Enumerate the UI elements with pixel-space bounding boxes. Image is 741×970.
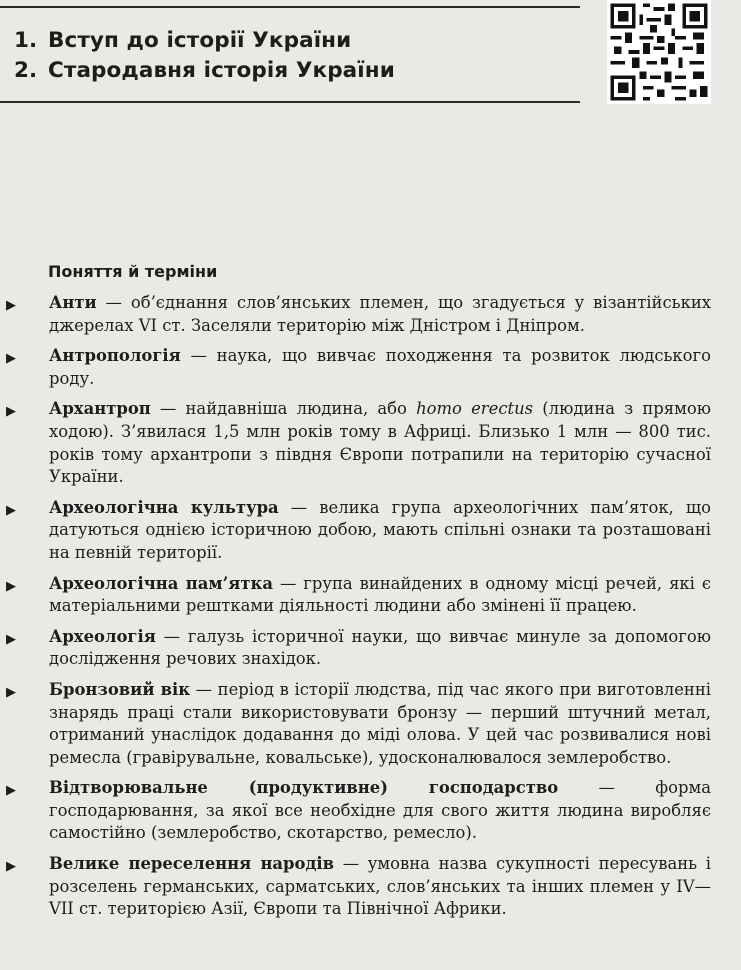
- bullet-icon: ▶: [6, 298, 16, 313]
- toc-title: Вступ до історії України: [48, 28, 352, 53]
- bullet-icon: ▶: [6, 351, 16, 367]
- list-item: [0, 679, 711, 769]
- bullet-icon: ▶: [6, 859, 16, 875]
- toc-number: 2.: [14, 58, 38, 83]
- term-definition: — група винайдених в одному місці речей, які є матеріальними рештками діяльності людини або змінені її працею.: [49, 573, 711, 616]
- term-definition: — наука, що вивчає походження та розвиток людського роду.: [49, 346, 711, 388]
- list-item: [0, 497, 711, 565]
- term-name: Бронзовий вік: [49, 679, 191, 699]
- section-title: Поняття й терміни: [48, 262, 218, 281]
- table-of-contents: [14, 26, 395, 86]
- bottom-rule: [0, 101, 580, 103]
- bullet-icon: ▶: [6, 631, 16, 647]
- bullet-icon: ▶: [6, 783, 16, 799]
- term-name: Археологічна пам’ятка: [49, 573, 274, 593]
- list-item: [0, 777, 711, 845]
- toc-title: Стародавня історія України: [48, 58, 395, 83]
- toc-number: 1.: [14, 28, 38, 53]
- term-definition: — період в історії людства, під час якого при виготовленні знарядь праці стали використовувати бронзу — перший штучний метал, отриманий унаслідок додавання до міді олова. У цей час розвивалися нові ремесла (гравірувальне, ковальське), удосконалювалося землеробство.: [49, 679, 711, 767]
- term-name: Антропологія: [49, 346, 181, 366]
- bullet-icon: ▶: [6, 578, 16, 594]
- term-definition: — умовна назва сукупності пересувань і розселень германських, сарматських, слов’янських та інших племен у IV—VII ст. територією Азії, Європи та Північної Африки.: [49, 854, 711, 919]
- bullet-icon: ▶: [6, 404, 16, 420]
- term-name: Архантроп: [49, 399, 151, 419]
- bullet-icon: ▶: [6, 684, 16, 700]
- list-item: [0, 573, 711, 618]
- term-name: Відтворювальне (продуктивне) господарство: [49, 778, 559, 798]
- terms-list: [0, 292, 741, 929]
- toc-item[interactable]: [14, 56, 395, 86]
- term-definition-part: (людина з прямою ходою). З’явилася 1,5 млн років тому в Африці. Близько 1 млн — 800 тис. років тому архантропи з півдня Європи потрапили на територію сучасної України.: [49, 399, 712, 487]
- term-definition-part: — найдавніша людина, або: [150, 399, 417, 419]
- term-name: Анти: [49, 293, 97, 312]
- term-name: Археологічна культура: [49, 497, 279, 517]
- qr-code-icon[interactable]: [606, 0, 712, 104]
- term-name: Велике переселення народів: [49, 854, 334, 874]
- list-item: [0, 292, 711, 337]
- top-rule: [0, 6, 580, 8]
- toc-item[interactable]: [14, 26, 395, 56]
- list-item: [0, 853, 711, 921]
- term-definition: — об’єднання слов’янських племен, що згадується у візантійських джерелах VI ст. Заселяли територію між Дністром і Дніпром.: [49, 293, 711, 335]
- list-item: [0, 398, 711, 488]
- term-definition: — велика група археологічних пам’яток, що датуються однією історичною добою, мають спільні ознаки та розташовані на певній території.: [49, 497, 712, 562]
- list-item: [0, 626, 711, 671]
- term-definition-italic: homo erectus: [416, 399, 534, 419]
- bullet-icon: ▶: [6, 502, 16, 518]
- list-item: [0, 345, 711, 390]
- term-name: Археологія: [49, 626, 156, 646]
- term-definition: — форма господарювання, за якої все необхідне для свого життя людина виробляє самостійно (землеробство, скотарство, ремесло).: [49, 778, 711, 843]
- term-definition: — галузь історичної науки, що вивчає минуле за допомогою дослідження речових знахідок.: [49, 626, 711, 669]
